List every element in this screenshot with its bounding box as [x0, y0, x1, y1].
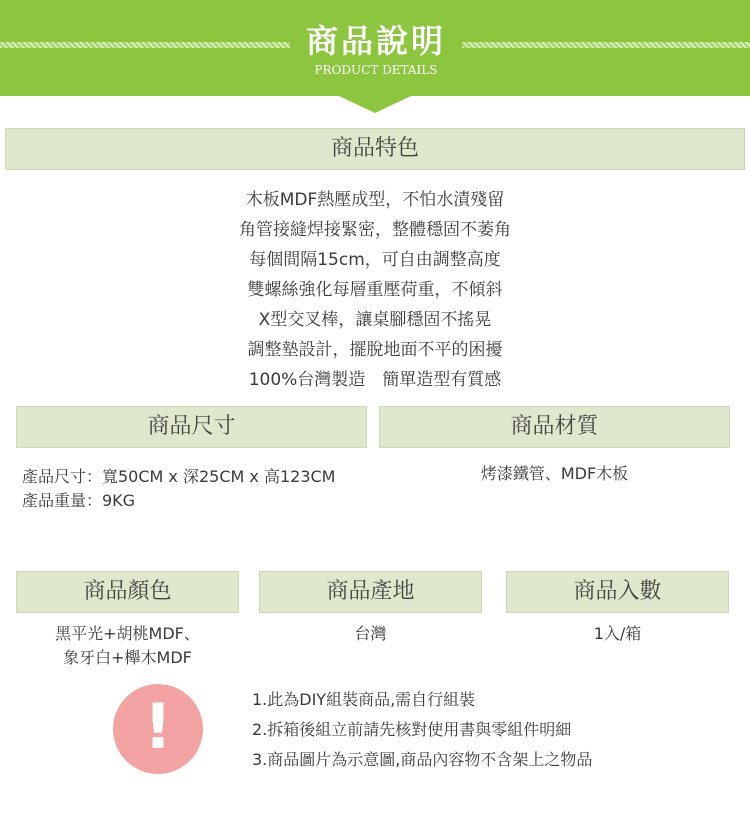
quantity-heading: 商品入數 [506, 571, 729, 613]
header-title: 商品說明 [305, 22, 446, 60]
size-heading: 商品尺寸 [16, 406, 367, 448]
exclamation-icon [113, 684, 203, 774]
notice-list [252, 685, 592, 775]
feature-line: 100%台灣製造 簡單造型有質感 [248, 370, 502, 390]
notice-item: 2.拆箱後組立前請先核對使用書與零組件明細 [252, 720, 572, 739]
color-line: 象牙白+櫸木MDF [63, 648, 192, 667]
notice-item: 3.商品圖片為示意圖,商品內容物不含架上之物品 [252, 750, 593, 769]
size-weight: 產品重量：9KG [22, 491, 136, 510]
header-rule-left [0, 42, 290, 48]
origin-value: 台灣 [354, 624, 387, 643]
features-heading: 商品特色 [5, 128, 745, 170]
features-list [0, 185, 750, 395]
color-heading: 商品顏色 [16, 571, 239, 613]
exclamation-mark: ! [143, 690, 173, 763]
material-heading: 商品材質 [379, 406, 730, 448]
header-subtitle: PRODUCT DETAILS [314, 63, 438, 77]
size-dimensions: 產品尺寸：寬50CM x 深25CM x 高123CM [22, 467, 336, 486]
quantity-value: 1入/箱 [593, 624, 642, 643]
feature-line: 調整墊設計，擺脫地面不平的困擾 [247, 340, 503, 360]
feature-line: 每個間隔15cm，可自由調整高度 [249, 250, 501, 270]
material-value: 烤漆鐵管、MDF木板 [480, 464, 629, 483]
header-rule-right [462, 42, 750, 48]
header-arrow [339, 96, 411, 113]
feature-line: 木板MDF熱壓成型，不怕水漬殘留 [245, 190, 505, 210]
color-line: 黑平光+胡桃MDF、 [55, 624, 200, 643]
origin-heading: 商品產地 [259, 571, 482, 613]
feature-line: 角管接縫焊接緊密，整體穩固不萎角 [239, 220, 511, 240]
notice-item: 1.此為DIY組裝商品,需自行組裝 [252, 690, 476, 709]
header-banner [0, 0, 750, 96]
feature-line: 雙螺絲強化每層重壓荷重，不傾斜 [247, 280, 503, 300]
feature-line: X型交叉棒，讓桌腳穩固不搖晃 [258, 310, 492, 330]
